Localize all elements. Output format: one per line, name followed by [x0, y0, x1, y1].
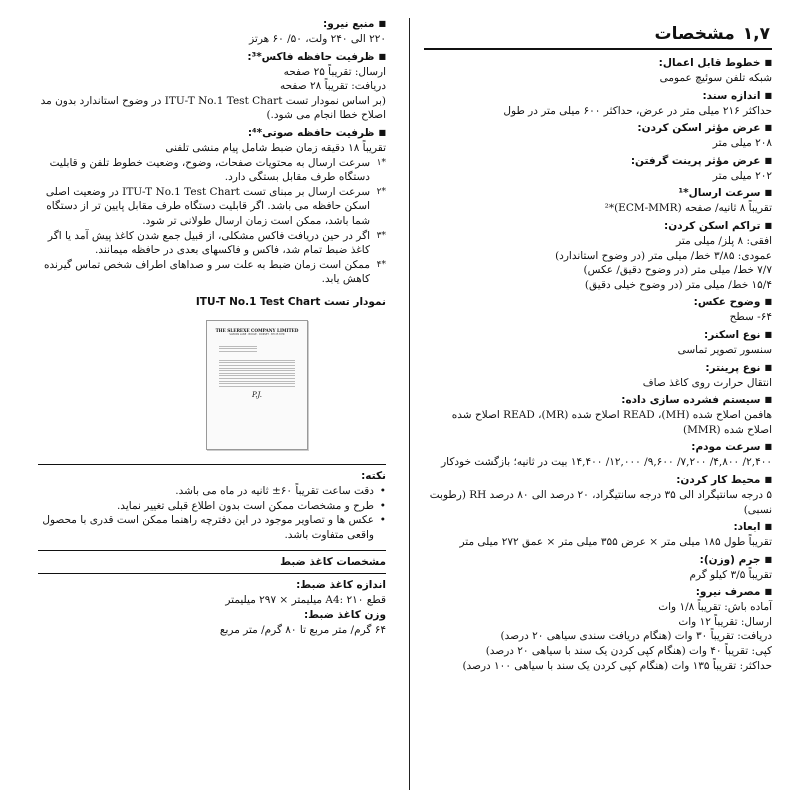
fax-memory-heading: ■ ظرفیت حافظه فاکس*³: [38, 50, 386, 65]
spec-heading: ■ ابعاد: [424, 520, 772, 535]
signature: P.J. [251, 390, 262, 399]
paper-spec-title: مشخصات کاغذ ضبط [280, 556, 386, 569]
note-list [38, 484, 386, 542]
test-chart-company: THE SLEREXE COMPANY LIMITED [215, 327, 299, 333]
spec-value: حداکثر ۲۱۶ میلی متر در عرض، حداکثر ۶۰۰ میلی متر در طول [503, 104, 772, 117]
spec-heading: ■ محیط کار کردن: [424, 473, 772, 488]
section-title [424, 14, 772, 50]
note-item: • طرح و مشخصات ممکن است بدون اطلاع قبلی تغییر نماید. [38, 499, 386, 514]
divider [38, 573, 386, 574]
fax-memory-note: (بر اساس نمودار تست ITU-T No.1 Test Chart در وضوح استاندارد بدون مد اصلاح خطا انجام می شود.) [40, 94, 386, 122]
footnote-1 [38, 156, 386, 185]
spec-section [424, 295, 772, 325]
spec-value: ارسال: تقریباً ۱۲ وات [678, 615, 772, 628]
spec-value: تقریباً ۸ ثانیه/ صفحه (ECM-MMR)*² [604, 202, 772, 215]
spec-value: ۶۴- سطح [729, 311, 772, 324]
section-number: ۱,۷ [742, 24, 770, 44]
text-line [219, 348, 257, 349]
footnote-number: *۴ [376, 259, 386, 270]
spec-section [424, 121, 772, 151]
spec-value: ۲۰۸ میلی متر [712, 137, 772, 150]
spec-heading: ■ وضوح عکس: [424, 295, 772, 310]
note-item: • دقت ساعت تقریباً ۶۰± ثانیه در ماه می باشد. [38, 484, 386, 499]
paper-size-heading: اندازه کاغذ ضبط: [296, 579, 386, 592]
spec-value: سنسور تصویر تماسی [677, 343, 772, 356]
spec-section [424, 328, 772, 358]
test-chart-address: SAPORS LANE · BOOLE · DORSET · BH 25 8 ER [229, 332, 285, 336]
text-line [219, 373, 295, 374]
spec-heading: ■ سیستم فشرده سازی داده: [424, 393, 772, 408]
spec-section [424, 585, 772, 673]
spec-heading: ■ سرعت ارسال*¹ [424, 186, 772, 201]
column-divider [409, 18, 410, 790]
spec-value: ۲,۴۰۰/ ۴,۸۰۰/ ۷,۲۰۰/ ۹,۶۰۰/ ۱۲,۰۰۰/ ۱۴,۴۰۰ بیت در ثانیه؛ بازگشت خودکار [441, 456, 772, 469]
voice-memory-heading: ■ ظرفیت حافظه صوتی*⁴: [38, 126, 386, 141]
spec-value: تقریباً طول ۱۸۵ میلی متر × عرض ۳۵۵ میلی متر × عمق ۲۷۲ میلی متر [459, 536, 772, 549]
spec-value: ۱۵/۴ خط/ میلی متر (در وضوح خیلی دقیق) [584, 278, 772, 291]
spec-value: هافمن اصلاح شده (MH)، READ اصلاح شده (MR)، READ اصلاح شده اصلاح شده (MMR) [451, 409, 772, 436]
paper-size-value: قطع A4: ۲۱۰ میلیمتر × ۲۹۷ میلیمتر [225, 594, 386, 607]
footnote-number: *۳ [376, 230, 386, 241]
test-chart-image [206, 320, 308, 450]
spec-heading: ■ نوع پرینتر: [424, 361, 772, 376]
spec-heading: ■ خطوط قابل اعمال: [424, 56, 772, 71]
spec-section [424, 553, 772, 583]
spec-heading: ■ عرض مؤثر پرینت گرفتن: [424, 154, 772, 169]
note-item: • عکس ها و تصاویر موجود در این دفترچه راهنما ممکن است قدری با محصول واقعی متفاوت باشد. [38, 513, 386, 542]
spec-value: دریافت: تقریباً ۳۰ وات (هنگام دریافت سندی سیاهی ۲۰ درصد) [500, 630, 772, 643]
power-source-heading: ■ منبع نیرو: [38, 17, 386, 32]
text-line [219, 386, 295, 387]
spec-value: تقریباً ۳/۵ کیلو گرم [689, 568, 772, 581]
paper-weight-heading: وزن کاغذ ضبط: [303, 608, 386, 621]
footnote-text: اگر در حین دریافت فاکس مشکلی، از قبیل جمع شدن کاغذ پیش آمد یا اگر کاغذ ضبط تمام شد، فاکس و فاکسهای بعدی در حافظه میمانند. [47, 229, 370, 257]
spec-section [424, 154, 772, 184]
spec-value: عمودی: ۳/۸۵ خط/ میلی متر (در وضوح استاندارد) [555, 249, 772, 262]
text-line [219, 378, 295, 379]
footnote-number: *۲ [376, 186, 386, 197]
spec-section [424, 473, 772, 517]
note-heading: نکته: [361, 469, 386, 482]
text-line [219, 365, 295, 366]
text-line [219, 381, 295, 382]
spec-heading: ■ عرض مؤثر اسکن کردن: [424, 121, 772, 136]
spec-section [424, 219, 772, 292]
footnote-text: سرعت ارسال بر مبنای تست ITU-T No.1 Test Chart در وضعیت اصلی اسکن حافظه می باشد. اگر قابلیت دستگاه طرف مقابل پایین تر از دستگاه شما باشد، ممکن است زمان ارسال طولانی تر شود. [45, 185, 370, 227]
text-line [219, 360, 295, 361]
spec-heading: ■ نوع اسکنر: [424, 328, 772, 343]
section-heading: مشخصات [654, 24, 735, 44]
spec-value: انتقال حرارت روی کاغذ صاف [642, 376, 772, 389]
fax-memory-send: ارسال: تقریباً ۲۵ صفحه [283, 65, 386, 78]
footnote-number: *۱ [376, 157, 386, 168]
text-line [219, 362, 295, 363]
text-line [219, 351, 257, 352]
spec-section [424, 56, 772, 86]
divider [38, 550, 386, 551]
voice-memory-value: تقریباً ۱۸ دقیقه زمان ضبط شامل پیام منشی تلفنی [165, 141, 386, 154]
footnote-2 [38, 185, 386, 229]
spec-value: ۲۰۲ میلی متر [712, 169, 772, 182]
spec-section [424, 440, 772, 470]
text-line [219, 375, 295, 376]
spec-heading: ■ سرعت مودم: [424, 440, 772, 455]
spec-value: ۵ درجه سانتیگراد الی ۳۵ درجه سانتیگراد، ۲۰ درصد الی ۸۰ درصد RH (رطوبت نسبی) [429, 488, 772, 516]
spec-section [424, 361, 772, 391]
text-line [219, 346, 257, 347]
test-chart-caption: نمودار تست ITU-T No.1 Test Chart [195, 295, 386, 308]
spec-value: شبکه تلفن سوئیچ عمومی [659, 72, 772, 84]
specifications-column [424, 14, 772, 673]
spec-heading: ■ جرم (وزن): [424, 553, 772, 568]
spec-section [424, 186, 772, 216]
spec-heading: ■ تراکم اسکن کردن: [424, 219, 772, 234]
footnote-text: ممکن است زمان ضبط به علت سر و صداهای اطراف شخص تماس گیرنده کاهش یابد. [44, 258, 370, 286]
spec-list [424, 56, 772, 673]
footnote-3 [38, 229, 386, 258]
footnote-4 [38, 258, 386, 287]
spec-value: ۷/۷ خط/ میلی متر (در وضوح دقیق/ عکس) [583, 264, 772, 277]
spec-section [424, 393, 772, 437]
divider [38, 464, 386, 465]
continued-column [38, 14, 386, 637]
text-line [219, 370, 295, 371]
spec-value: آماده باش: تقریباً ۱/۸ وات [658, 601, 772, 614]
text-line [219, 368, 295, 369]
spec-heading: ■ مصرف نیرو: [424, 585, 772, 600]
footnote-text: سرعت ارسال به محتویات صفحات، وضوح، وضعیت خطوط تلفن و قابلیت دستگاه طرف مقابل بستگی دارد. [49, 156, 370, 184]
fax-memory-receive: دریافت: تقریباً ۲۸ صفحه [280, 80, 386, 93]
spec-value: حداکثر: تقریباً ۱۳۵ وات (هنگام کپی کردن یک سند با سیاهی ۱۰۰ درصد) [462, 659, 772, 672]
power-source-value: ۲۲۰ الی ۲۴۰ ولت، ۵۰/ ۶۰ هرتز [249, 33, 386, 45]
spec-value: افقی: ۸ پلز/ میلی متر [676, 234, 772, 247]
spec-heading: ■ اندازه سند: [424, 89, 772, 104]
spec-section [424, 520, 772, 550]
paper-weight-value: ۶۴ گرم/ متر مربع تا ۸۰ گرم/ متر مربع [219, 623, 386, 636]
text-line [219, 383, 295, 384]
spec-section [424, 89, 772, 119]
spec-value: کپی: تقریباً ۴۰ وات (هنگام کپی کردن یک سند با سیاهی ۲۰ درصد) [485, 645, 772, 658]
